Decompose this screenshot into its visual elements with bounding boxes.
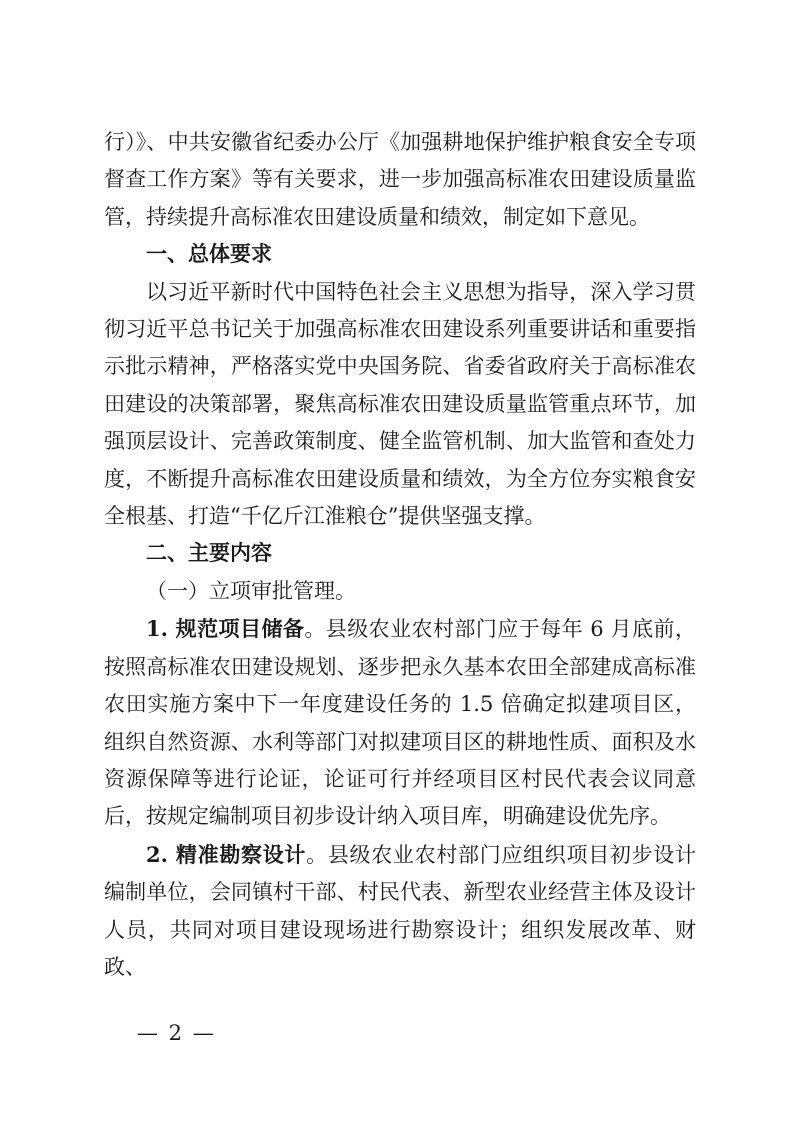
section-heading-main-content: 二、主要内容 [146, 541, 272, 566]
document-body [104, 124, 696, 986]
subsection-heading-approval: （一）立项审批管理。 [146, 578, 356, 603]
paragraph-intro-continued: 行）》、中共安徽省纪委办公厅《加强耕地保护维护粮食安全专项督查工作方案》等有关要求，进一步加强高标准农田建设质量监管，持续提升高标准农田建设质量和绩效，制定如下意见。 [104, 130, 696, 229]
paragraph-general-requirements: 以习近平新时代中国特色社会主义思想为指导，深入学习贯彻习近平总书记关于加强高标准农田建设系列重要讲话和重要指示批示精神，严格落实党中央国务院、省委省政府关于高标准农田建设的决策部署，聚焦高标准农田建设质量监管重点环节，加强顶层设计、完善政策制度、健全监管机制、加大监管和查处力度，不断提升高标准农田建设质量和绩效，为全方位夯实粮食安全根基、打造“千亿斤江淮粮仓”提供坚强支撑。 [104, 279, 696, 529]
item-2-title: 2. 精准勘察设计 [146, 841, 307, 867]
item-1-title: 1. 规范项目储备 [146, 616, 305, 642]
paragraph-item-1 [104, 610, 696, 835]
paragraph-item-2 [104, 836, 696, 987]
page-number: — 2 — [137, 1021, 216, 1045]
item-2-body: 。县级农业农村部门应组织项目初步设计编制单位，会同镇村干部、村民代表、新型农业经营主体及设计人员，共同对项目建设现场进行勘察设计；组织发展改革、财政、 [104, 842, 696, 979]
item-1-body: 。县级农业农村部门应于每年 6 月底前，按照高标准农田建设规划、逐步把永久基本农田全部建成高标准农田实施方案中下一年度建设任务的 1.5 倍确定拟建项目区，组织自然资源、水利等部门对拟建项目区的耕地性质、面积及水资源保障等进行论证，论证可行并经项目区村民代表会议同意后，按规定编制项目初步设计纳入项目库，明确建设优先序。 [104, 617, 696, 829]
section-heading-general-requirements: 一、总体要求 [146, 242, 272, 267]
